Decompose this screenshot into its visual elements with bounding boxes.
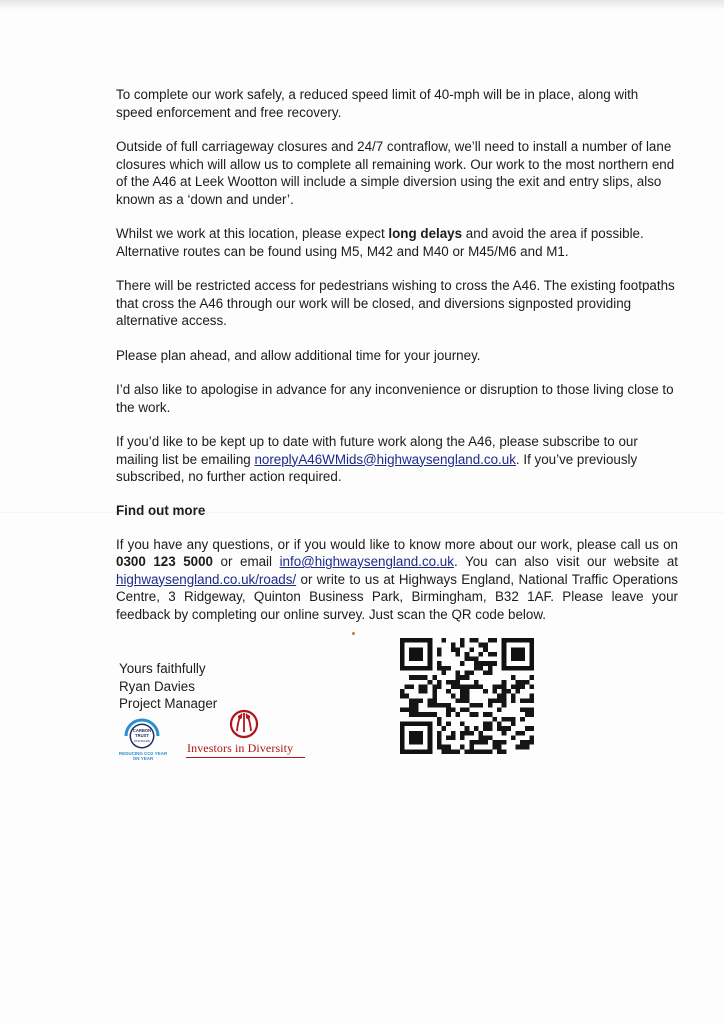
paragraph-delays: Whilst we work at this location, please expect long delays and avoid the area if possible. Alternative routes can be found using M5, M42 and M40 or M45/M6 and M1.: [116, 226, 644, 259]
letter-body: [116, 86, 678, 640]
contact-email-link[interactable]: info@highwaysengland.co.uk: [279, 554, 454, 569]
phone-number: 0300 123 5000: [116, 554, 214, 569]
paragraph-lane-closures: Outside of full carriageway closures and 24/7 contraflow, we’ll need to install a number of lane closures which will allow us to complete all remaining work. Our work to the most northern end of the A46 at Leek Wootton will include a simple diversion using the exit and entry slips, also known as a ‘down and under’.: [116, 139, 675, 207]
scan-speck: [352, 632, 355, 635]
signatory-name: Ryan Davies: [119, 678, 195, 694]
closing-line: Yours faithfully: [119, 661, 206, 676]
qr-code-icon[interactable]: [400, 638, 534, 754]
paragraph-pedestrians: There will be restricted access for pedestrians wishing to cross the A46. The existing footpaths that cross the A46 through our work will be closed, and diversions signposted providing alternative access.: [116, 278, 675, 328]
carbon-trust-word-trust: TRUST: [135, 733, 149, 738]
paragraph-apology: I’d also like to apologise in advance for any inconvenience or disruption to those living close to the work.: [116, 382, 674, 415]
paragraph-contact: If you have any questions, or if you would like to know more about our work, please call us on 0300 123 5000 or email info@highwaysengland.co.uk. You can also visit our website at highwaysengland.co.uk/roads/ or write to us at Highways England, National Traffic Operations Centre, 3 Ridgeway, Quinton Business Park, Birmingham, B32 1AF. Please leave your feedback by completing our online survey. Just scan the QR code below.: [116, 536, 678, 622]
paragraph-speed-limit: To complete our work safely, a reduced speed limit of 40-mph will be in place, along with speed enforcement and free recovery.: [116, 87, 639, 120]
investors-in-diversity-underline: [186, 757, 305, 758]
website-link[interactable]: highwaysengland.co.uk/roads/: [116, 571, 297, 587]
scan-top-edge: [0, 0, 724, 10]
paragraph-mailing-list: If you’d like to be kept up to date with future work along the A46, please subscribe to our mailing list be emailing noreplyA46WMids@highwaysengland.co.uk. If you’ve previously subscribed, no further action required.: [116, 434, 638, 484]
signoff-block: [119, 660, 217, 713]
signatory-title: Project Manager: [119, 696, 218, 711]
mailing-list-email-link[interactable]: noreplyA46WMids@highwaysengland.co.uk: [254, 451, 516, 467]
investors-in-diversity-text: Investors in Diversity: [187, 741, 294, 755]
paragraph-plan-ahead: Please plan ahead, and allow additional time for your journey.: [116, 347, 481, 363]
carbon-trust-word-carbon: CARBON: [132, 728, 152, 733]
carbon-trust-word-standard: STANDARD: [133, 739, 151, 743]
find-out-more-heading: Find out more: [116, 502, 206, 518]
carbon-trust-caption: REDUCING CO2 YEAR ON YEAR: [118, 751, 168, 761]
long-delays-emphasis: long delays: [388, 226, 463, 241]
